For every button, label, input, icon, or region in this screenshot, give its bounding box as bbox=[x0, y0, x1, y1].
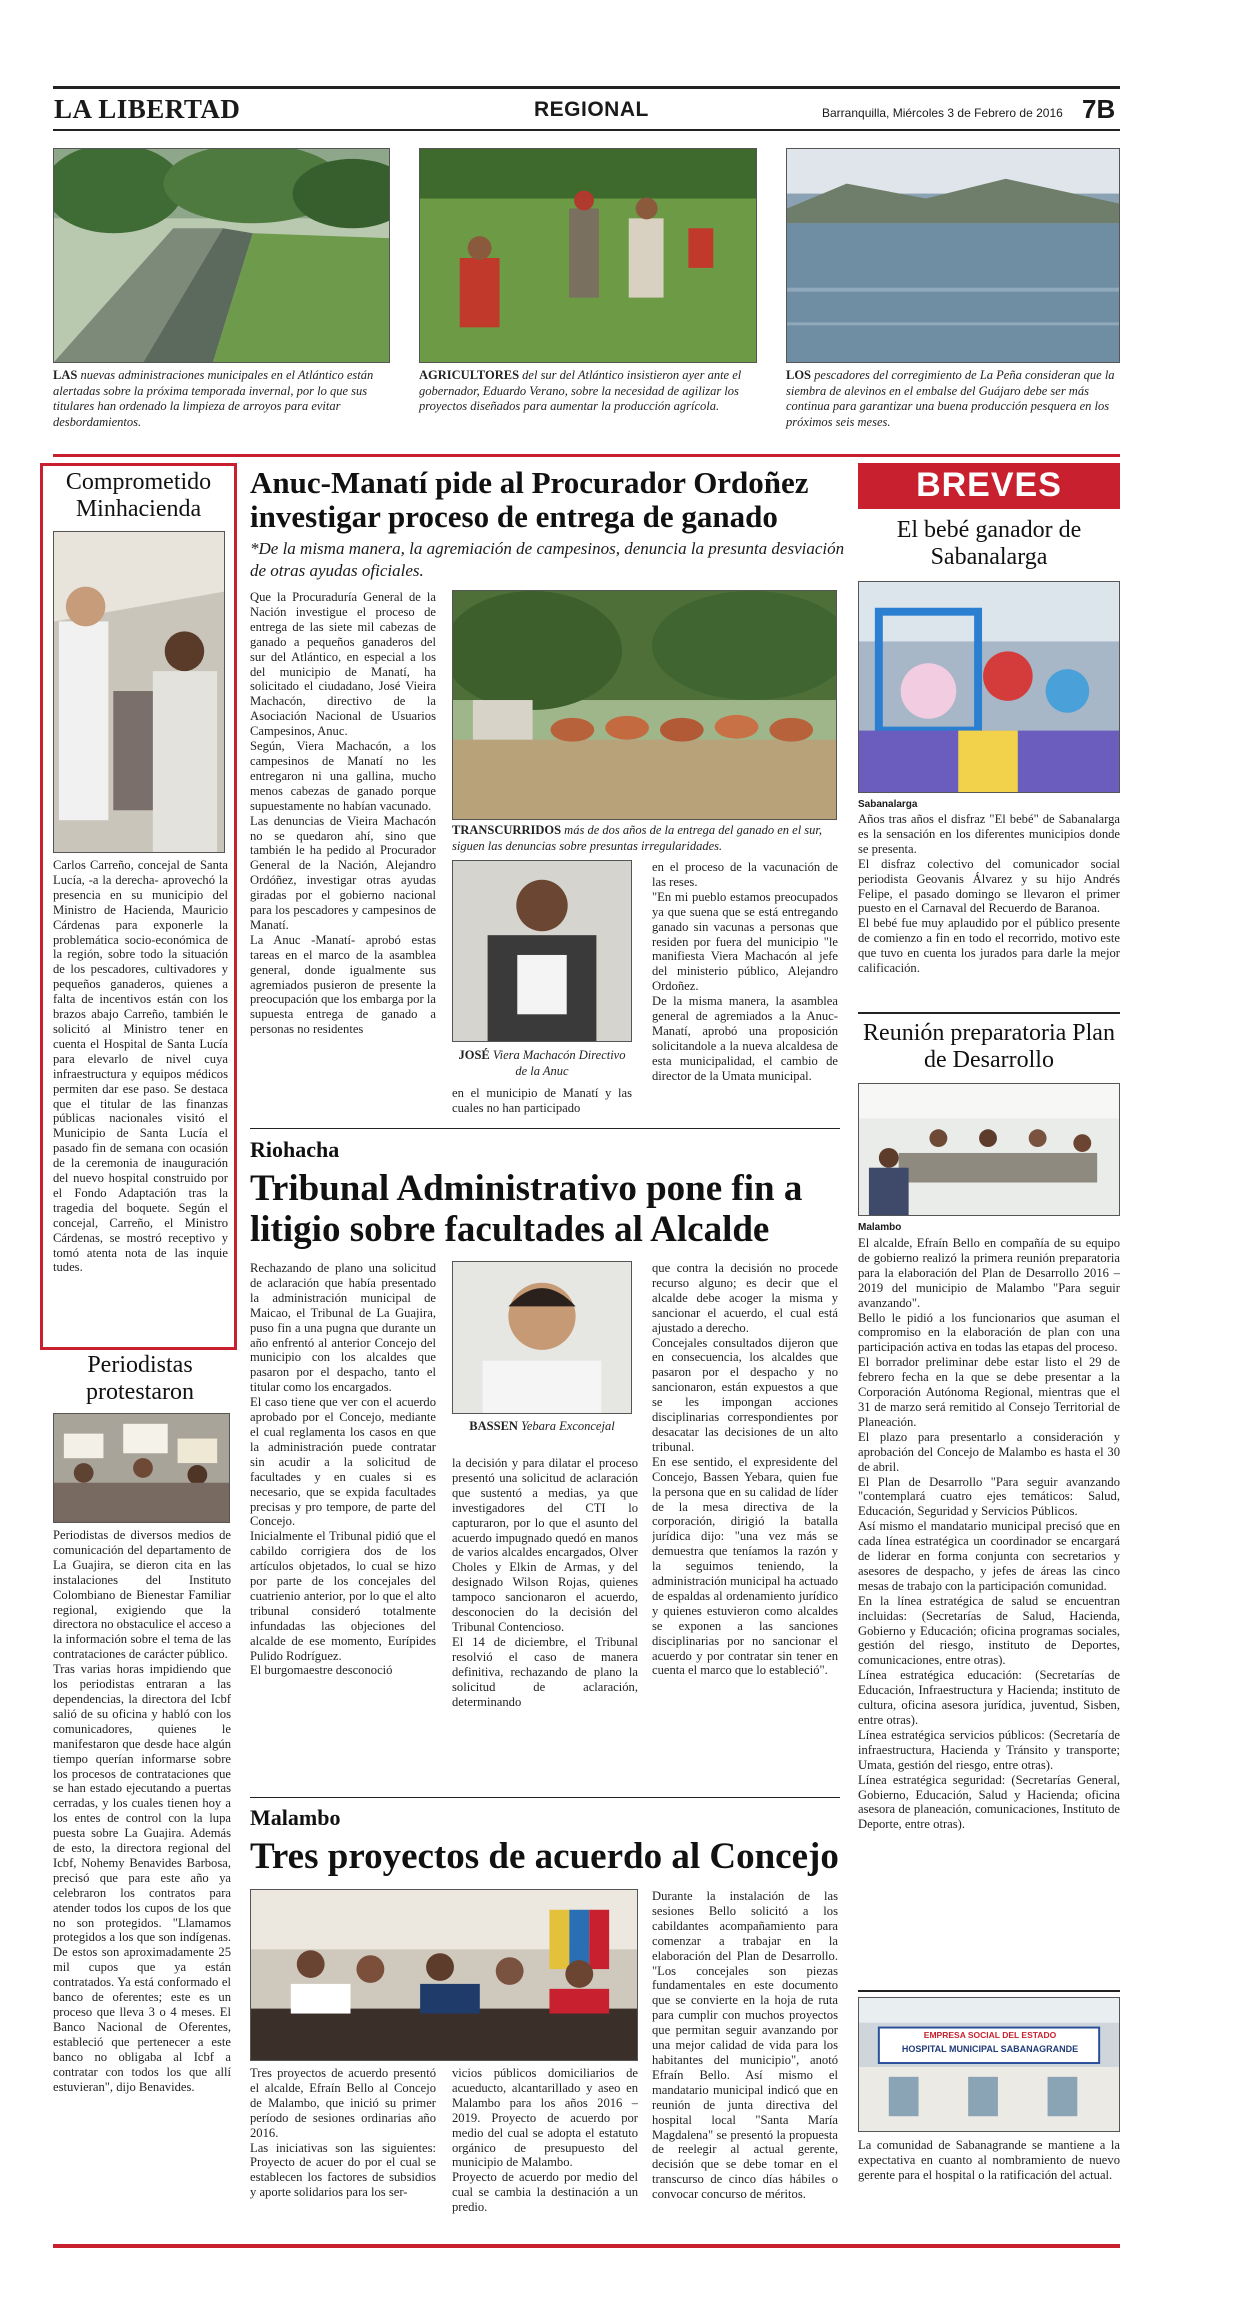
breves-label: BREVES bbox=[916, 466, 1062, 504]
anuc-bottom-rule bbox=[250, 1128, 840, 1129]
jose-caption: JOSÉ Viera Machacón Directivo de la Anuc bbox=[458, 1048, 626, 1078]
minhacienda-body: Carlos Carreño, concejal de Santa Lucía, -a la derecha- aprovechó la presencia en su municipio del Ministro de Hacienda, Mauricio Cárdenas para exponerle la problemática socio-económica de la región, sobre todo la situación de los pescadores, cultivadores y pequeños ganaderos, quienes a falta de incentivos están con los brazos abajo Carreño, también le solicitó al Ministro tener en cuenta el Hospital de Santa Lucía para elevarlo de nivel cuya infraestructura y equipos médicos permiten dar ese paso. Se destaca que el titular de las finanzas públicas nacionales visitó el Municipio de Santa Lucía el pasado fin de semana con ocasión de la ceremonia de inauguración del nuevo hospital construido por el Fondo Adaptación tras la tragedia del boquete. Según el concejal, Carreño, el Ministro Cárdenas, se mostró receptivo y tomó atenta nota de las inquie tudes. bbox=[53, 858, 228, 1275]
hospital-sign-line1: EMPRESA SOCIAL DEL ESTADO bbox=[923, 2030, 1057, 2040]
malambo-headline: Tres proyectos de acuerdo al Concejo bbox=[250, 1836, 839, 1877]
section-name: REGIONAL bbox=[534, 98, 649, 121]
reunion-title: Reunión preparatoria Plan de Desarrollo bbox=[863, 1020, 1115, 1073]
creek-caption: LAS nuevas administraciones municipales en el Atlántico están alertadas sobre la próxima temporada invernal, por lo que sus titulares han ordenado la limpieza de arroyos para evitar desbordamientos. bbox=[53, 368, 374, 429]
issue-date: Barranquilla, Miércoles 3 de Febrero de 2016 bbox=[822, 106, 1063, 120]
concejo-photo bbox=[250, 1889, 638, 2061]
minhacienda-title: Comprometido Minhacienda bbox=[65, 469, 212, 522]
creek-photo bbox=[53, 148, 390, 363]
farmers-caption: AGRICULTORES del sur del Atlántico insistieron ayer ante el gobernador, Eduardo Verano, sobre la necesidad de agilizar los proyectos diseñados para aumentar la producción agrícola. bbox=[419, 368, 742, 413]
anuc-deck: *De la misma manera, la agremiación de campesinos, denuncia la presunta desviación de otras ayudas oficiales. bbox=[250, 539, 845, 580]
minister-photo bbox=[53, 531, 225, 853]
carnival-photo bbox=[858, 581, 1120, 793]
breves-divider-1 bbox=[858, 1012, 1120, 1014]
farmers-photo bbox=[419, 148, 757, 363]
malambo-kicker: Malambo bbox=[250, 1805, 341, 1830]
reservoir-photo bbox=[786, 148, 1120, 363]
bassen-caption: BASSEN Yebara Exconcejal bbox=[469, 1419, 615, 1433]
tribunal-col3: que contra la decisión no procede recurso alguno; es decir que el alcalde debe acoger la misma y sancionar el acuerdo, el cual está ajustado a derecho. Concejales consultados dijeron que en consecuencia, los alcaldes que pasaron por el despacho y no sancionaron, están expuestos a que se les impongan acciones disciplinarias correspondientes por desacatar las decisiones de un alto tribunal. En ese sentido, el expresidente del Concejo, Bassen Yebara, quien fue la persona que en su calidad de líder de la mesa directiva de la corporación, dirigió la batalla jurídica dijo: "una vez más se demuestra que teníamos la razón y la seguimos teniendo, la administración municipal ha actuado de espaldas al ordenamiento jurídico y quienes estuvieron como alcaldes se exponen a las sanciones disciplinarias por no sancionar el acuerdo y por contratar sin tener en cuenta el marco que lo estableció". bbox=[652, 1261, 838, 1678]
hospital-sign-line2: HOSPITAL MUNICIPAL SABANAGRANDE bbox=[901, 2044, 1079, 2054]
tribunal-col2: la decisión y para dilatar el proceso presentó una solicitud de aclaración que sustentó a medias, ya que investigadores del CTI lo capturaron, por lo que el asunto del acuerdo impugnado quedó en manos de varios alcaldes encargados, Olver Choles y Elkin de Armas, y del designado Wilson Rojas, quienes tampoco sancionaron el acuerdo, desconocien do la decisión del Tribunal Contencioso. El 14 de diciembre, el Tribunal resolvió el caso de manera definitiva, rechazando de plano la solicitud de aclaración, determinando bbox=[452, 1456, 638, 1709]
cattle-caption: TRANSCURRIDOS más de dos años de la entrega del ganado en el sur, siguen las denuncias sobre presuntas irregularidades. bbox=[452, 823, 823, 853]
reunion-body: El alcalde, Efraín Bello en compañía de su equipo de gobierno realizó la primera reunión preparatoria para la elaboración del Plan de Desarrollo 2016 – 2019 del municipio de Malambo "Para seguir avanzando". Bello le pidió a los funcionarios que asuman el compromiso en la elaboración de plan con una participación activa en todas las etapas del proceso. El borrador preliminar debe estar listo el 29 de febrero fecha en la que se debe presentar a la Corporación Autónoma Regional, mientras que el 31 de marzo será remitido al Consejo Territorial de Planeación. El plazo para presentarlo a consideración y aprobación del Concejo de Malambo es hasta el 30 de abril. El Plan de Desarrollo "Para seguir avanzando "contemplará cuatro ejes temáticos: Salud, Educación, Seguridad y Servicios Públicos. Así mismo el mandatario municipal precisó que en cada línea estratégica un coordinador se encargará de liderar en forma conjunta con secretarios y asesores de despacho, y jefes de áreas las cinco mesas de trabajo con la participación comunidad. En la línea estratégica de salud se encuentran incluidas: (Secretarías de Salud, Hacienda, Gobierno y Educación; oficina programas sociales, gestión del riesgo, instituto de Deportes, comunicaciones, entre otras). Línea estratégica educación: (Secretarías de Educación, Infraestructura y Hacienda; instituto de cultura, oficina asesora jurídica, juventud, Sisben, entre otras). Línea estratégica servicios públicos: (Secretaría de infraestructura, Hacienda y Tránsito y transporte; Umata, gestión del riesgo, entre otras). Línea estratégica seguridad: (Secretarías General, Gobierno, Educación, Salud y Hacienda; oficina asesora de planeación, comunicaciones, Instituto de Deporte, entre otras). bbox=[858, 1236, 1120, 1832]
newspaper-name: LA LIBERTAD bbox=[54, 94, 241, 124]
meeting-photo bbox=[858, 1083, 1120, 1216]
breves-divider-2 bbox=[858, 1990, 1120, 1992]
tribunal-col1: Rechazando de plano una solicitud de aclaración que había presentado la administración municipal de Maicao, el Tribunal de La Guajira, puso fin a una pugna que durante un año enfrentó al anterior Concejo del municipio con los alcaldes que pasaron por el despacho, tanto el titular como los encargados. El caso tiene que ver con el acuerdo aprobado por el Concejo, mediante el cual reglamenta los casos en que la administración puede contratar sin acudir a la solicitud de facultades y en cuales si es necesario, que se expida facultades precisas y pro tempore, de parte del Concejo. Inicialmente el Tribunal pidió que el cabildo corrigiera dos de los artículos objetados, lo cual se hizo por parte de los concejales del cuatrienio anterior, por lo que el alto tribunal consideró totalmente infundadas las objeciones del alcalde de ese momento, Eurípides Pulido Rodríguez. El burgomaestre desconoció bbox=[250, 1261, 436, 1678]
tribunal-kicker: Riohacha bbox=[250, 1137, 340, 1162]
header-top-rule bbox=[53, 86, 1120, 89]
tribunal-headline: Tribunal Administrativo pone fin a litigio sobre facultades al Alcalde bbox=[250, 1168, 803, 1250]
periodistas-title: Periodistas protestaron bbox=[86, 1352, 194, 1405]
anuc-col1: Que la Procuraduría General de la Nación investigue el proceso de entrega de las siete mil cabezas de ganado a pequeños ganaderos del sur del Atlántico, en especial a los del municipio de Manatí, ha solicitado el ciudadano, José Vieira Machacón, directivo de la Asociación Nacional de Usuarios Campesinos, Anuc. Según, Viera Machacón, a los campesinos de Manatí no les entregaron ni una gallina, mucho menos cabezas de ganado porque supuestamente no habían vacunado. Las denuncias de Vieira Machacón no se quedaron ahí, sino que también le ha pedido al Procurador General de la Nación, Alejandro Ordóñez, investigar otras ayudas giradas por el gobierno nacional para los pescadores y campesinos de Manatí. La Anuc -Manatí- aprobó estas tareas en el marco de la asamblea general, donde igualmente sus agremiados pusieron de presente la preocupación que los embarga por la supuesta entrega de ganado a personas no residentes bbox=[250, 590, 436, 1037]
reservoir-caption: LOS pescadores del corregimiento de La Peña consideran que la siembra de alevinos en el embalse del Guájaro debe ser más continua para garantizar una buena producción pesquera en los próximos seis meses. bbox=[786, 368, 1115, 429]
bebe-body: Años tras años el disfraz "El bebé" de Sabanalarga es la sensación en los diferentes municipios donde se presenta. El disfraz colectivo del comunicador social periodista Geovanis Álvarez y su hijo Andrés Felipe, el pasado domingo se llevaron el primer puesto en el Carnaval del Recuerdo de Baranoa. El bebé fue muy aplaudido por el público presente de comienzo a fin en todo el recorrido, motivo este que tuvo en cuenta los jurados para darle la mejor calificación. bbox=[858, 812, 1120, 976]
anuc-col3: en el proceso de la vacunación de las reses. "En mi pueblo estamos preocupados ya que suena que se está entregando ganado sin vacunas a personas que residen por fuera del municipio "le manifiesta Viera Machacón al jefe del ministerio público, Alejandro Ordoñez. De la misma manera, la asamblea general de agremiados a la Anuc-Manatí, aprobó una proposición solicitandole a la nueva alcaldesa de esta municipalidad, el cambio de director de la Umata municipal. bbox=[652, 860, 838, 1083]
page-number: 7B bbox=[1082, 94, 1116, 124]
jose-portrait bbox=[452, 860, 632, 1042]
malambo-col2: vicios públicos domiciliarios de acueducto, alcantarillado y aseo en Malambo para los años 2016 – 2019. Proyecto de acuerdo por medio del cual se adopta el estatuto orgánico de presupuesto del municipio de Malambo. Proyecto de acuerdo por medio del cual se cambia la destinación a un predio. bbox=[452, 2066, 638, 2215]
protest-photo bbox=[53, 1413, 230, 1523]
bebe-photo-label: Sabanalarga bbox=[858, 799, 918, 810]
periodistas-body: Periodistas de diversos medios de comunicación del departamento de La Guajira, se dieron cita en las instalaciones del Instituto Colombiano de Bienestar Familiar regional, exigiendo que la directora no obstaculice el acceso a la información sobre el tema de las contrataciones de carácter público. Tras varias horas impidiendo que los periodistas entraran a las dependencias, la directora del Icbf salió de su oficina y habló con los comunicadores, quienes le manifestaron que desde hace algún tiempo querían informarse sobre los procesos de contrataciones que se han estado ejecutando a puertas cerradas, y los cuales tienen hoy a los entes de control con la lupa puesta sobre La Guajira. Además de esto, la directora regional del Icbf, Nohemy Benavides Barbosa, precisó que para este año ya celebraron los contratos para atender todos los cupos de los que no son protegidos. "Llamamos protegidos a los que son indígenas. De estos son aproximadamente 25 mil cupos que ya están contratados. Ya está conformado el banco de oferentes; este es un proceso que lleva 3 o 4 meses. El Banco Nacional de Oferentes, estableció que pertenecer a este banco no obligaba al Icbf a contratar con todos los que allí estuvieran", dijo Benavides. bbox=[53, 1528, 231, 2094]
red-divider bbox=[53, 454, 1120, 457]
malambo-col3: Durante la instalación de las sesiones Bello solicitó a los cabildantes acompañamiento para comenzar a trabajar en la elaboración del Plan de Desarrollo. "Los concejales son piezas fundamentales en este documento que se convierte en la hoja de ruta para cumplir con muchos proyectos que permitan seguir avanzando por una mejor calidad de vida para los habitantes del municipio", anotó Efraín Bello. Así mismo el mandatario municipal indicó que en reunión de junta directiva del hospital local "Santa María Magdalena" se presentó la propuesta de reelegir al actual gerente, decisión que se debe tomar en el transcurso de cinco días hábiles o convocar concurso de méritos. bbox=[652, 1889, 838, 2202]
anuc-headline: Anuc-Manatí pide al Procurador Ordoñez investigar proceso de entrega de ganado bbox=[250, 465, 809, 534]
anuc-col2-tail: en el municipio de Manatí y las cuales no han participado bbox=[452, 1086, 632, 1115]
footer-red-rule bbox=[53, 2244, 1120, 2248]
bebe-title: El bebé ganador de Sabanalarga bbox=[896, 517, 1082, 570]
header-bottom-rule bbox=[53, 129, 1120, 131]
reunion-photo-label: Malambo bbox=[858, 1222, 902, 1233]
tribunal-bottom-rule bbox=[250, 1797, 840, 1798]
bassen-portrait bbox=[452, 1261, 632, 1414]
hospital-body: La comunidad de Sabanagrande se mantiene a la expectativa en cuanto al nombramiento de nuevo gerente para el hospital o la ratificación del actual. bbox=[858, 2138, 1120, 2182]
hospital-photo bbox=[858, 1997, 1120, 2132]
cattle-photo bbox=[452, 590, 837, 820]
malambo-col1: Tres proyectos de acuerdo presentó el alcalde, Efraín Bello al Concejo de Malambo, que inició su primer período de sesiones ordinarias año 2016. Las iniciativas son las siguientes: Proyecto de acuer do por el cual se establecen los factores de subsidios y aporte solidarios para los ser- bbox=[250, 2066, 436, 2200]
